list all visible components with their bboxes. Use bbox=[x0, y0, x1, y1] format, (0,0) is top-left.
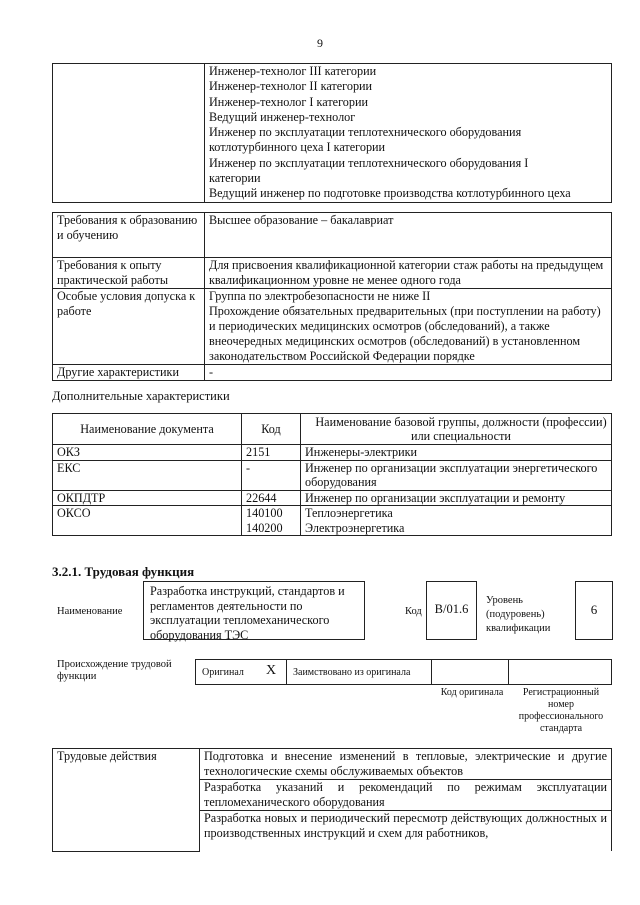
code-cell: 2151 bbox=[242, 445, 301, 461]
labor-action-item bbox=[200, 749, 612, 780]
name-cell: Инженеры-электрики bbox=[301, 445, 612, 461]
requirement-value-2: Прохождение обязательных предварительных (при поступлении на работу) и периодических медицинских осмотров (обследований), а также внеочередных медицинских осмотров (обследований) в установленном законодательством Российской Федерации порядке bbox=[209, 304, 601, 363]
table-header-row bbox=[53, 414, 612, 445]
doc-cell: ОКСО bbox=[53, 506, 242, 536]
requirement-label: Особые условия допуска к работе bbox=[53, 289, 205, 365]
position-item: Инженер по эксплуатации теплотехнического оборудования котлотурбинного цеха I категории bbox=[209, 125, 522, 155]
additional-table bbox=[52, 413, 612, 536]
requirement-value: - bbox=[205, 365, 612, 381]
table-row bbox=[53, 749, 612, 780]
code-cell bbox=[242, 506, 301, 536]
requirement-value: Для присвоения квалификационной категории стаж работы на предыдущем квалификационном уровне не менее одного года bbox=[205, 258, 612, 289]
code-value: 140100 bbox=[246, 506, 283, 520]
requirement-label: Требования к опыту практической работы bbox=[53, 258, 205, 289]
position-item: Инженер-технолог II категории bbox=[209, 79, 373, 94]
requirements-table bbox=[52, 212, 612, 381]
requirement-value-cell bbox=[205, 289, 612, 365]
table-row bbox=[53, 258, 612, 289]
code-label: Код bbox=[405, 606, 422, 617]
requirement-label: Другие характеристики bbox=[53, 365, 205, 381]
name-cell: Инженер по организации эксплуатации и ремонту bbox=[301, 490, 612, 506]
table-row bbox=[53, 445, 612, 461]
position-item: Инженер-технолог I категории bbox=[209, 94, 369, 109]
position-item: Инженер-технолог III категории bbox=[209, 64, 377, 78]
divider bbox=[508, 660, 509, 684]
labor-action-text: Разработка новых и периодический пересмотр действующих должностных и производственных инструкций и схем для работников, bbox=[204, 811, 607, 840]
labor-action-item bbox=[200, 811, 612, 852]
page-number: 9 bbox=[317, 36, 323, 50]
positions-list bbox=[205, 64, 612, 203]
header-code: Код bbox=[242, 414, 301, 445]
origin-code-label: Код оригинала bbox=[440, 687, 504, 698]
table-row bbox=[53, 289, 612, 365]
original-label: Оригинал bbox=[202, 667, 244, 678]
header-name: Наименование базовой группы, должности (профессии) или специальности bbox=[301, 414, 612, 445]
requirement-value: Группа по электробезопасности не ниже II bbox=[209, 289, 431, 303]
name-cell: Инженер по организации эксплуатации энергетического оборудования bbox=[301, 460, 612, 490]
table-row bbox=[53, 213, 612, 258]
table-row bbox=[53, 460, 612, 490]
borrowed-label: Заимствовано из оригинала bbox=[293, 667, 411, 678]
name-label: Наименование bbox=[57, 606, 123, 617]
labor-actions-label: Трудовые действия bbox=[53, 749, 200, 852]
labor-actions-table bbox=[52, 748, 612, 852]
table-row bbox=[53, 490, 612, 506]
labor-action-text: Разработка указаний и рекомендаций по режимам эксплуатации тепломеханического оборудования bbox=[204, 780, 607, 809]
original-mark: X bbox=[266, 663, 277, 678]
requirement-value: Высшее образование – бакалавриат bbox=[205, 213, 612, 258]
function-name-box: Разработка инструкций, стандартов и регламентов деятельности по эксплуатации тепломеханического оборудования ТЭС bbox=[143, 581, 365, 640]
table-row bbox=[53, 506, 612, 536]
divider bbox=[286, 660, 287, 684]
position-item: Ведущий инженер-технолог bbox=[209, 109, 356, 124]
code-cell: 22644 bbox=[242, 490, 301, 506]
doc-cell: ОКЗ bbox=[53, 445, 242, 461]
table-row bbox=[53, 365, 612, 381]
function-code-box: B/01.6 bbox=[426, 581, 477, 640]
requirement-label: Требования к образованию и обучению bbox=[53, 213, 205, 258]
reg-number-label: Регистрационный номер профессионального стандарта bbox=[518, 687, 604, 734]
name-value-2: Электроэнергетика bbox=[305, 520, 405, 535]
position-item: Инженер по эксплуатации теплотехнического оборудования I категории bbox=[209, 155, 529, 186]
origin-row bbox=[195, 659, 612, 685]
function-heading: 3.2.1. Трудовая функция bbox=[52, 564, 195, 579]
doc-cell: ОКПДТР bbox=[53, 490, 242, 506]
divider bbox=[431, 660, 432, 684]
code-value-2: 140200 bbox=[246, 520, 283, 535]
positions-table bbox=[52, 63, 612, 203]
position-item: Ведущий инженер по подготовке производства котлотурбинного цеха bbox=[209, 186, 571, 201]
header-doc: Наименование документа bbox=[53, 414, 242, 445]
level-label: Уровень (подуровень) квалификации bbox=[486, 595, 551, 634]
name-value: Теплоэнергетика bbox=[305, 506, 393, 520]
doc-cell: ЕКС bbox=[53, 460, 242, 490]
labor-action-item bbox=[200, 780, 612, 811]
additional-title: Дополнительные характеристики bbox=[52, 389, 230, 403]
positions-table-empty-cell bbox=[53, 64, 205, 203]
origin-label: Происхождение трудовой функции bbox=[57, 659, 172, 682]
labor-action-text: Подготовка и внесение изменений в тепловые, электрические и другие технологические схемы обслуживаемых объектов bbox=[204, 749, 607, 778]
name-cell bbox=[301, 506, 612, 536]
code-cell: - bbox=[242, 460, 301, 490]
level-box: 6 bbox=[575, 581, 613, 640]
